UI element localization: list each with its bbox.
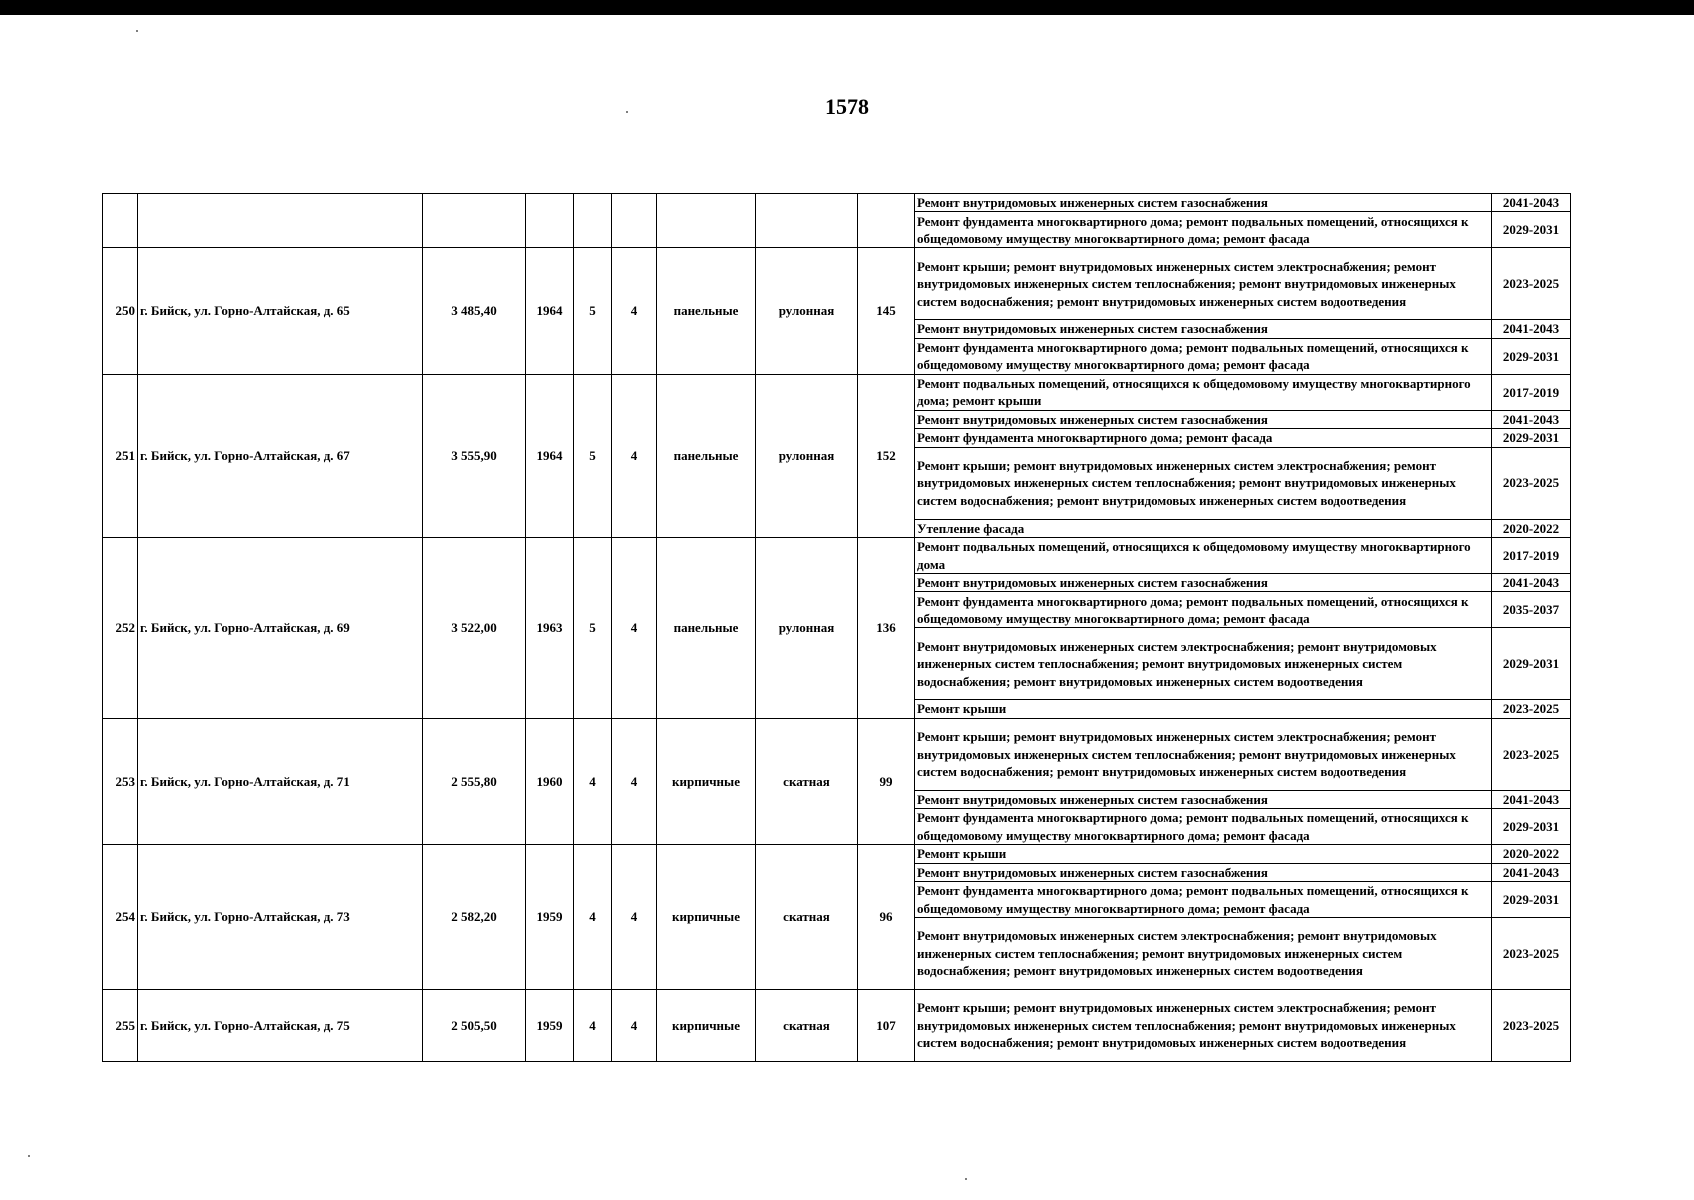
roof-type-cell: скатная [756,718,858,844]
work-description-cell: Ремонт внутридомовых инженерных систем газоснабжения [915,863,1492,881]
work-description-cell: Ремонт крыши; ремонт внутридомовых инженерных систем электроснабжения; ремонт внутридомовых инженерных систем теплоснабжения; ремонт внутридомовых инженерных систем водоснабжения; ремонт внутридомовых инженерных систем водоотведения [915,990,1492,1062]
work-description-cell: Ремонт фундамента многоквартирного дома; ремонт подвальных помещений, относящихся к общедомовому имуществу многоквартирного дома; ремонт фасада [915,592,1492,628]
address-cell: г. Бийск, ул. Горно-Алтайская, д. 71 [138,718,423,844]
work-description-cell: Ремонт фундамента многоквартирного дома; ремонт фасада [915,429,1492,447]
work-period-cell: 2035-2037 [1492,592,1571,628]
build-year-cell: 1964 [526,374,574,537]
total-area-cell: 2 582,20 [423,845,526,990]
roof-type-cell: рулонная [756,374,858,537]
work-description-cell: Ремонт крыши; ремонт внутридомовых инженерных систем электроснабжения; ремонт внутридомовых инженерных систем теплоснабжения; ремонт внутридомовых инженерных систем водоснабжения; ремонт внутридомовых инженерных систем водоотведения [915,718,1492,790]
build-year-cell: 1963 [526,538,574,719]
work-description-cell: Ремонт фундамента многоквартирного дома; ремонт подвальных помещений, относящихся к общедомовому имуществу многоквартирного дома; ремонт фасада [915,809,1492,845]
table-row [103,248,1571,320]
work-description-cell: Утепление фасада [915,519,1492,537]
work-period-cell: 2041-2043 [1492,320,1571,338]
work-description-cell: Ремонт внутридомовых инженерных систем газоснабжения [915,410,1492,428]
address-cell: г. Бийск, ул. Горно-Алтайская, д. 69 [138,538,423,719]
scan-speck [965,1178,967,1180]
work-period-cell: 2029-2031 [1492,809,1571,845]
wall-material-cell: панельные [657,374,756,537]
build-year-cell: 1959 [526,845,574,990]
floors-cell: 5 [574,248,612,374]
table-row [103,538,1571,574]
work-description-cell: Ремонт внутридомовых инженерных систем электроснабжения; ремонт внутридомовых инженерных систем теплоснабжения; ремонт внутридомовых инженерных систем водоснабжения; ремонт внутридомовых инженерных систем водоотведения [915,918,1492,990]
address-cell: г. Бийск, ул. Горно-Алтайская, д. 75 [138,990,423,1062]
residents-cell: 152 [858,374,915,537]
wall-material-cell: панельные [657,538,756,719]
work-period-cell: 2041-2043 [1492,863,1571,881]
work-period-cell: 2023-2025 [1492,447,1571,519]
table-row [103,845,1571,863]
wall-material-cell [657,194,756,248]
build-year-cell: 1964 [526,248,574,374]
work-description-cell: Ремонт крыши; ремонт внутридомовых инженерных систем электроснабжения; ремонт внутридомовых инженерных систем теплоснабжения; ремонт внутридомовых инженерных систем водоснабжения; ремонт внутридомовых инженерных систем водоотведения [915,248,1492,320]
work-description-cell: Ремонт фундамента многоквартирного дома; ремонт подвальных помещений, относящихся к общедомовому имуществу многоквартирного дома; ремонт фасада [915,338,1492,374]
entrances-cell: 4 [612,845,657,990]
work-period-cell: 2029-2031 [1492,338,1571,374]
work-description-cell: Ремонт крыши [915,845,1492,863]
repair-schedule-table [102,193,1571,1062]
work-period-cell: 2023-2025 [1492,700,1571,718]
address-cell: г. Бийск, ул. Горно-Алтайская, д. 65 [138,248,423,374]
work-period-cell: 2029-2031 [1492,429,1571,447]
row-number-cell: 251 [103,374,138,537]
floors-cell: 4 [574,990,612,1062]
entrances-cell: 4 [612,248,657,374]
entrances-cell: 4 [612,718,657,844]
roof-type-cell: скатная [756,990,858,1062]
table-body [103,194,1571,1062]
build-year-cell [526,194,574,248]
work-period-cell: 2029-2031 [1492,882,1571,918]
table-row [103,990,1571,1062]
work-period-cell: 2029-2031 [1492,628,1571,700]
roof-type-cell [756,194,858,248]
work-period-cell: 2020-2022 [1492,845,1571,863]
wall-material-cell: панельные [657,248,756,374]
work-description-cell: Ремонт подвальных помещений, относящихся к общедомовому имуществу многоквартирного дома [915,538,1492,574]
residents-cell [858,194,915,248]
work-period-cell: 2041-2043 [1492,574,1571,592]
work-description-cell: Ремонт внутридомовых инженерных систем газоснабжения [915,574,1492,592]
row-number-cell: 254 [103,845,138,990]
floors-cell: 5 [574,374,612,537]
address-cell [138,194,423,248]
total-area-cell: 3 555,90 [423,374,526,537]
floors-cell: 4 [574,845,612,990]
build-year-cell: 1960 [526,718,574,844]
work-period-cell: 2023-2025 [1492,918,1571,990]
entrances-cell: 4 [612,990,657,1062]
roof-type-cell: рулонная [756,248,858,374]
work-period-cell: 2020-2022 [1492,519,1571,537]
page-number: 1578 [825,94,869,119]
work-period-cell: 2023-2025 [1492,718,1571,790]
table-row [103,374,1571,410]
floors-cell: 4 [574,718,612,844]
row-number-cell: 250 [103,248,138,374]
work-description-cell: Ремонт крыши [915,700,1492,718]
work-description-cell: Ремонт фундамента многоквартирного дома; ремонт подвальных помещений, относящихся к общедомовому имуществу многоквартирного дома; ремонт фасада [915,212,1492,248]
entrances-cell: 4 [612,374,657,537]
wall-material-cell: кирпичные [657,718,756,844]
residents-cell: 99 [858,718,915,844]
work-period-cell: 2017-2019 [1492,374,1571,410]
wall-material-cell: кирпичные [657,990,756,1062]
roof-type-cell: рулонная [756,538,858,719]
residents-cell: 145 [858,248,915,374]
residents-cell: 107 [858,990,915,1062]
work-description-cell: Ремонт внутридомовых инженерных систем газоснабжения [915,320,1492,338]
work-description-cell: Ремонт подвальных помещений, относящихся к общедомовому имуществу многоквартирного дома; ремонт крыши [915,374,1492,410]
build-year-cell: 1959 [526,990,574,1062]
work-period-cell: 2041-2043 [1492,410,1571,428]
row-number-cell: 252 [103,538,138,719]
work-period-cell: 2041-2043 [1492,194,1571,212]
entrances-cell: 4 [612,538,657,719]
residents-cell: 136 [858,538,915,719]
scan-speck [136,30,138,32]
residents-cell: 96 [858,845,915,990]
total-area-cell [423,194,526,248]
work-description-cell: Ремонт внутридомовых инженерных систем электроснабжения; ремонт внутридомовых инженерных систем теплоснабжения; ремонт внутридомовых инженерных систем водоснабжения; ремонт внутридомовых инженерных систем водоотведения [915,628,1492,700]
floors-cell [574,194,612,248]
floors-cell: 5 [574,538,612,719]
address-cell: г. Бийск, ул. Горно-Алтайская, д. 67 [138,374,423,537]
scan-top-border [0,0,1694,15]
total-area-cell: 2 505,50 [423,990,526,1062]
work-description-cell: Ремонт крыши; ремонт внутридомовых инженерных систем электроснабжения; ремонт внутридомовых инженерных систем теплоснабжения; ремонт внутридомовых инженерных систем водоснабжения; ремонт внутридомовых инженерных систем водоотведения [915,447,1492,519]
work-period-cell: 2017-2019 [1492,538,1571,574]
row-number-cell: 253 [103,718,138,844]
wall-material-cell: кирпичные [657,845,756,990]
work-period-cell: 2041-2043 [1492,790,1571,808]
total-area-cell: 3 485,40 [423,248,526,374]
scan-speck [28,1155,30,1157]
total-area-cell: 2 555,80 [423,718,526,844]
row-number-cell: 255 [103,990,138,1062]
roof-type-cell: скатная [756,845,858,990]
table-row [103,194,1571,212]
address-cell: г. Бийск, ул. Горно-Алтайская, д. 73 [138,845,423,990]
table-row [103,718,1571,790]
work-period-cell: 2029-2031 [1492,212,1571,248]
work-period-cell: 2023-2025 [1492,990,1571,1062]
work-period-cell: 2023-2025 [1492,248,1571,320]
work-description-cell: Ремонт фундамента многоквартирного дома; ремонт подвальных помещений, относящихся к общедомовому имуществу многоквартирного дома; ремонт фасада [915,882,1492,918]
total-area-cell: 3 522,00 [423,538,526,719]
work-description-cell: Ремонт внутридомовых инженерных систем газоснабжения [915,790,1492,808]
work-description-cell: Ремонт внутридомовых инженерных систем газоснабжения [915,194,1492,212]
row-number-cell [103,194,138,248]
entrances-cell [612,194,657,248]
